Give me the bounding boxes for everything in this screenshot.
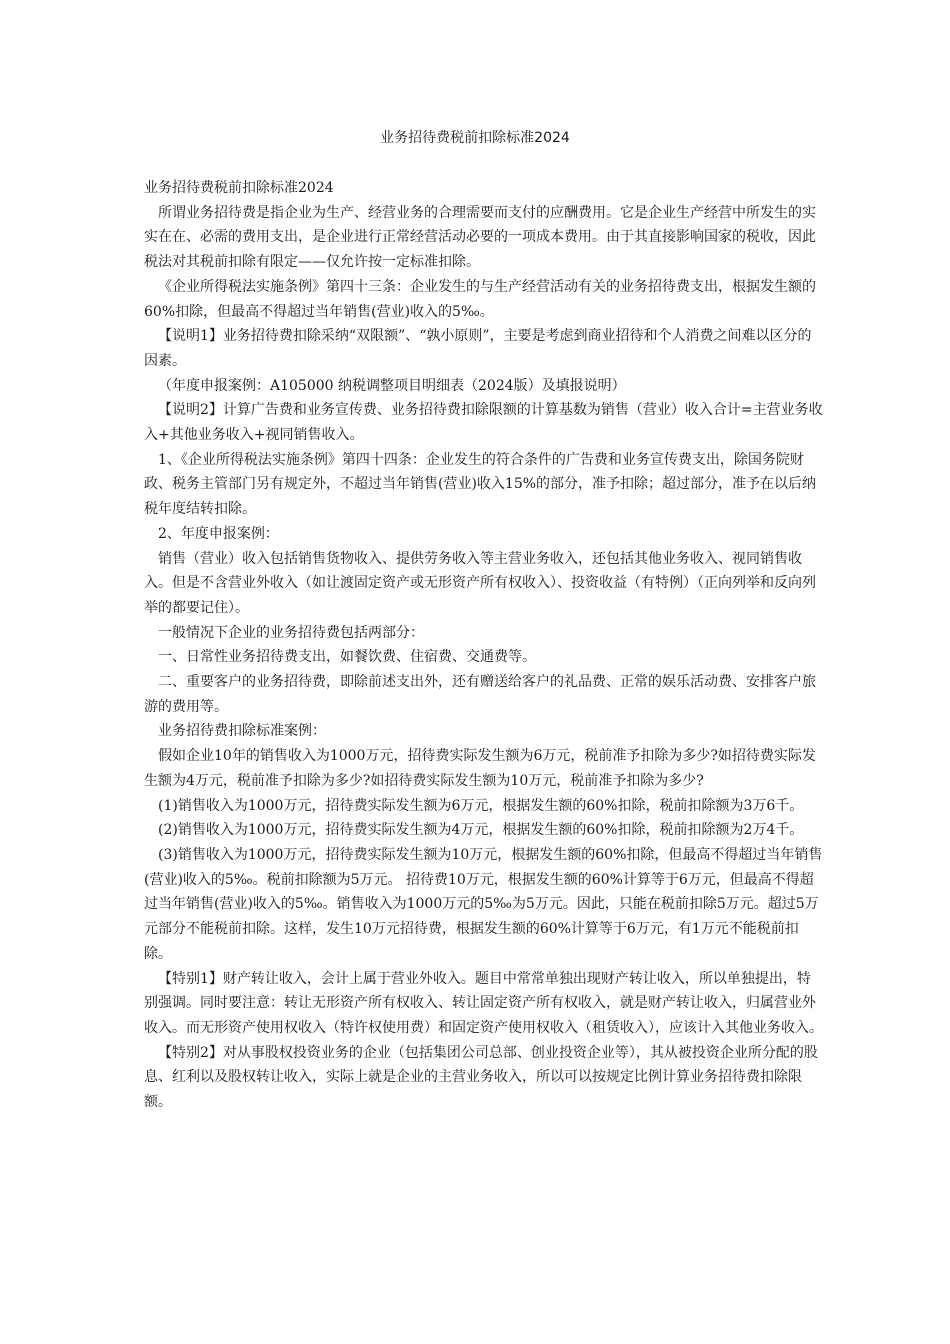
paragraph: (1)销售收入为1000万元，招待费实际发生额为6万元，根据发生额的60%扣除，税前扣除额为3万6千。 bbox=[158, 797, 804, 814]
paragraph: 2、年度申报案例： bbox=[158, 525, 279, 542]
paragraph: 【特别1】财产转让收入，会计上属于营业外收入。题目中常常单独出现财产转让收入，所以单独提出，特别强调。同时要注意：转让无形资产所有权收入、转让固定资产所有权收入，就是财产转让收入，归属营业外收入。而无形资产使用权收入（特许权使用费）和固定资产使用权收入（租赁收入），应该计入其他业务收入。 bbox=[144, 970, 823, 1036]
document-body bbox=[144, 176, 824, 1115]
paragraph: 【说明2】计算广告费和业务宣传费、业务招待费扣除限额的计算基数为销售（营业）收入合计=主营业务收入+其他业务收入+视同销售收入。 bbox=[144, 402, 823, 444]
paragraph: 二、重要客户的业务招待费，即除前述支出外，还有赠送给客户的礼品费、正常的娱乐活动费、安排客户旅游的费用等。 bbox=[144, 674, 816, 715]
paragraph: 销售（营业）收入包括销售货物收入、提供劳务收入等主营业务收入，还包括其他业务收入、视同销售收入。但是不含营业外收入（如让渡固定资产或无形资产所有权收入）、投资收益（有特例）（正向列举和反向列举的都要记住）。 bbox=[144, 550, 816, 616]
paragraph: 1、《企业所得税法实施条例》第四十四条：企业发生的符合条件的广告费和业务宣传费支出，除国务院财政、税务主管部门另有规定外，不超过当年销售(营业)收入15%的部分，准予扣除；超过部分，准予在以后纳税年度结转扣除。 bbox=[144, 451, 817, 518]
paragraph: 所谓业务招待费是指企业为生产、经营业务的合理需要而支付的应酬费用。它是企业生产经营中所发生的实实在在、必需的费用支出，是企业进行正常经营活动必要的一项成本费用。由于其直接影响国家的税收，因此税法对其税前扣除有限定——仅允许按一定标准扣除。 bbox=[144, 204, 816, 271]
paragraph: (2)销售收入为1000万元，招待费实际发生额为4万元，根据发生额的60%扣除，税前扣除额为2万4千。 bbox=[158, 822, 804, 839]
paragraph: （年度申报案例：A105000 纳税调整项目明细表（2024版）及填报说明） bbox=[158, 377, 626, 394]
paragraph: 业务招待费扣除标准案例： bbox=[158, 723, 326, 740]
paragraph: 【说明1】业务招待费扣除采纳“双限额”、“孰小原则”，主要是考虑到商业招待和个人消费之间难以区分的因素。 bbox=[144, 328, 812, 369]
paragraph: 一、日常性业务招待费支出，如餐饮费、住宿费、交通费等。 bbox=[158, 649, 536, 666]
paragraph: 《企业所得税法实施条例》第四十三条：企业发生的与生产经营活动有关的业务招待费支出，根据发生额的60%扣除，但最高不得超过当年销售(营业)收入的5‰。 bbox=[144, 278, 816, 320]
paragraph: 业务招待费税前扣除标准2024 bbox=[144, 180, 334, 196]
paragraph: (3)销售收入为1000万元，招待费实际发生额为10万元，根据发生额的60%扣除，但最高不得超过当年销售(营业)收入的5‰。税前扣除额为5万元。 招待费10万元，根据发生额的60%计算等于6万元，但最高不得超过当年销售(营业)收入的5‰。销售收入为1000万元的5‰为5万元。因此，只能在税前扣除5万元。超过5万元部分不能税前扣除。这样，发生10万元招待费，根据发生额的60%计算等于6万元，有1万元不能税前扣除。 bbox=[144, 846, 823, 962]
paragraph: 假如企业10年的销售收入为1000万元，招待费实际发生额为6万元，税前准予扣除为多少?如招待费实际发生额为4万元，税前准予扣除为多少?如招待费实际发生额为10万元，税前准予扣除为多少? bbox=[144, 748, 816, 789]
paragraph: 一般情况下企业的业务招待费包括两部分： bbox=[158, 624, 424, 641]
paragraph: 【特别2】对从事股权投资业务的企业（包括集团公司总部、创业投资企业等），其从被投资企业所分配的股息、红利以及股权转让收入，实际上就是企业的主营业务收入，所以可以按规定比例计算业务招待费扣除限额。 bbox=[144, 1044, 818, 1111]
document-title: 业务招待费税前扣除标准2024 bbox=[380, 130, 570, 146]
